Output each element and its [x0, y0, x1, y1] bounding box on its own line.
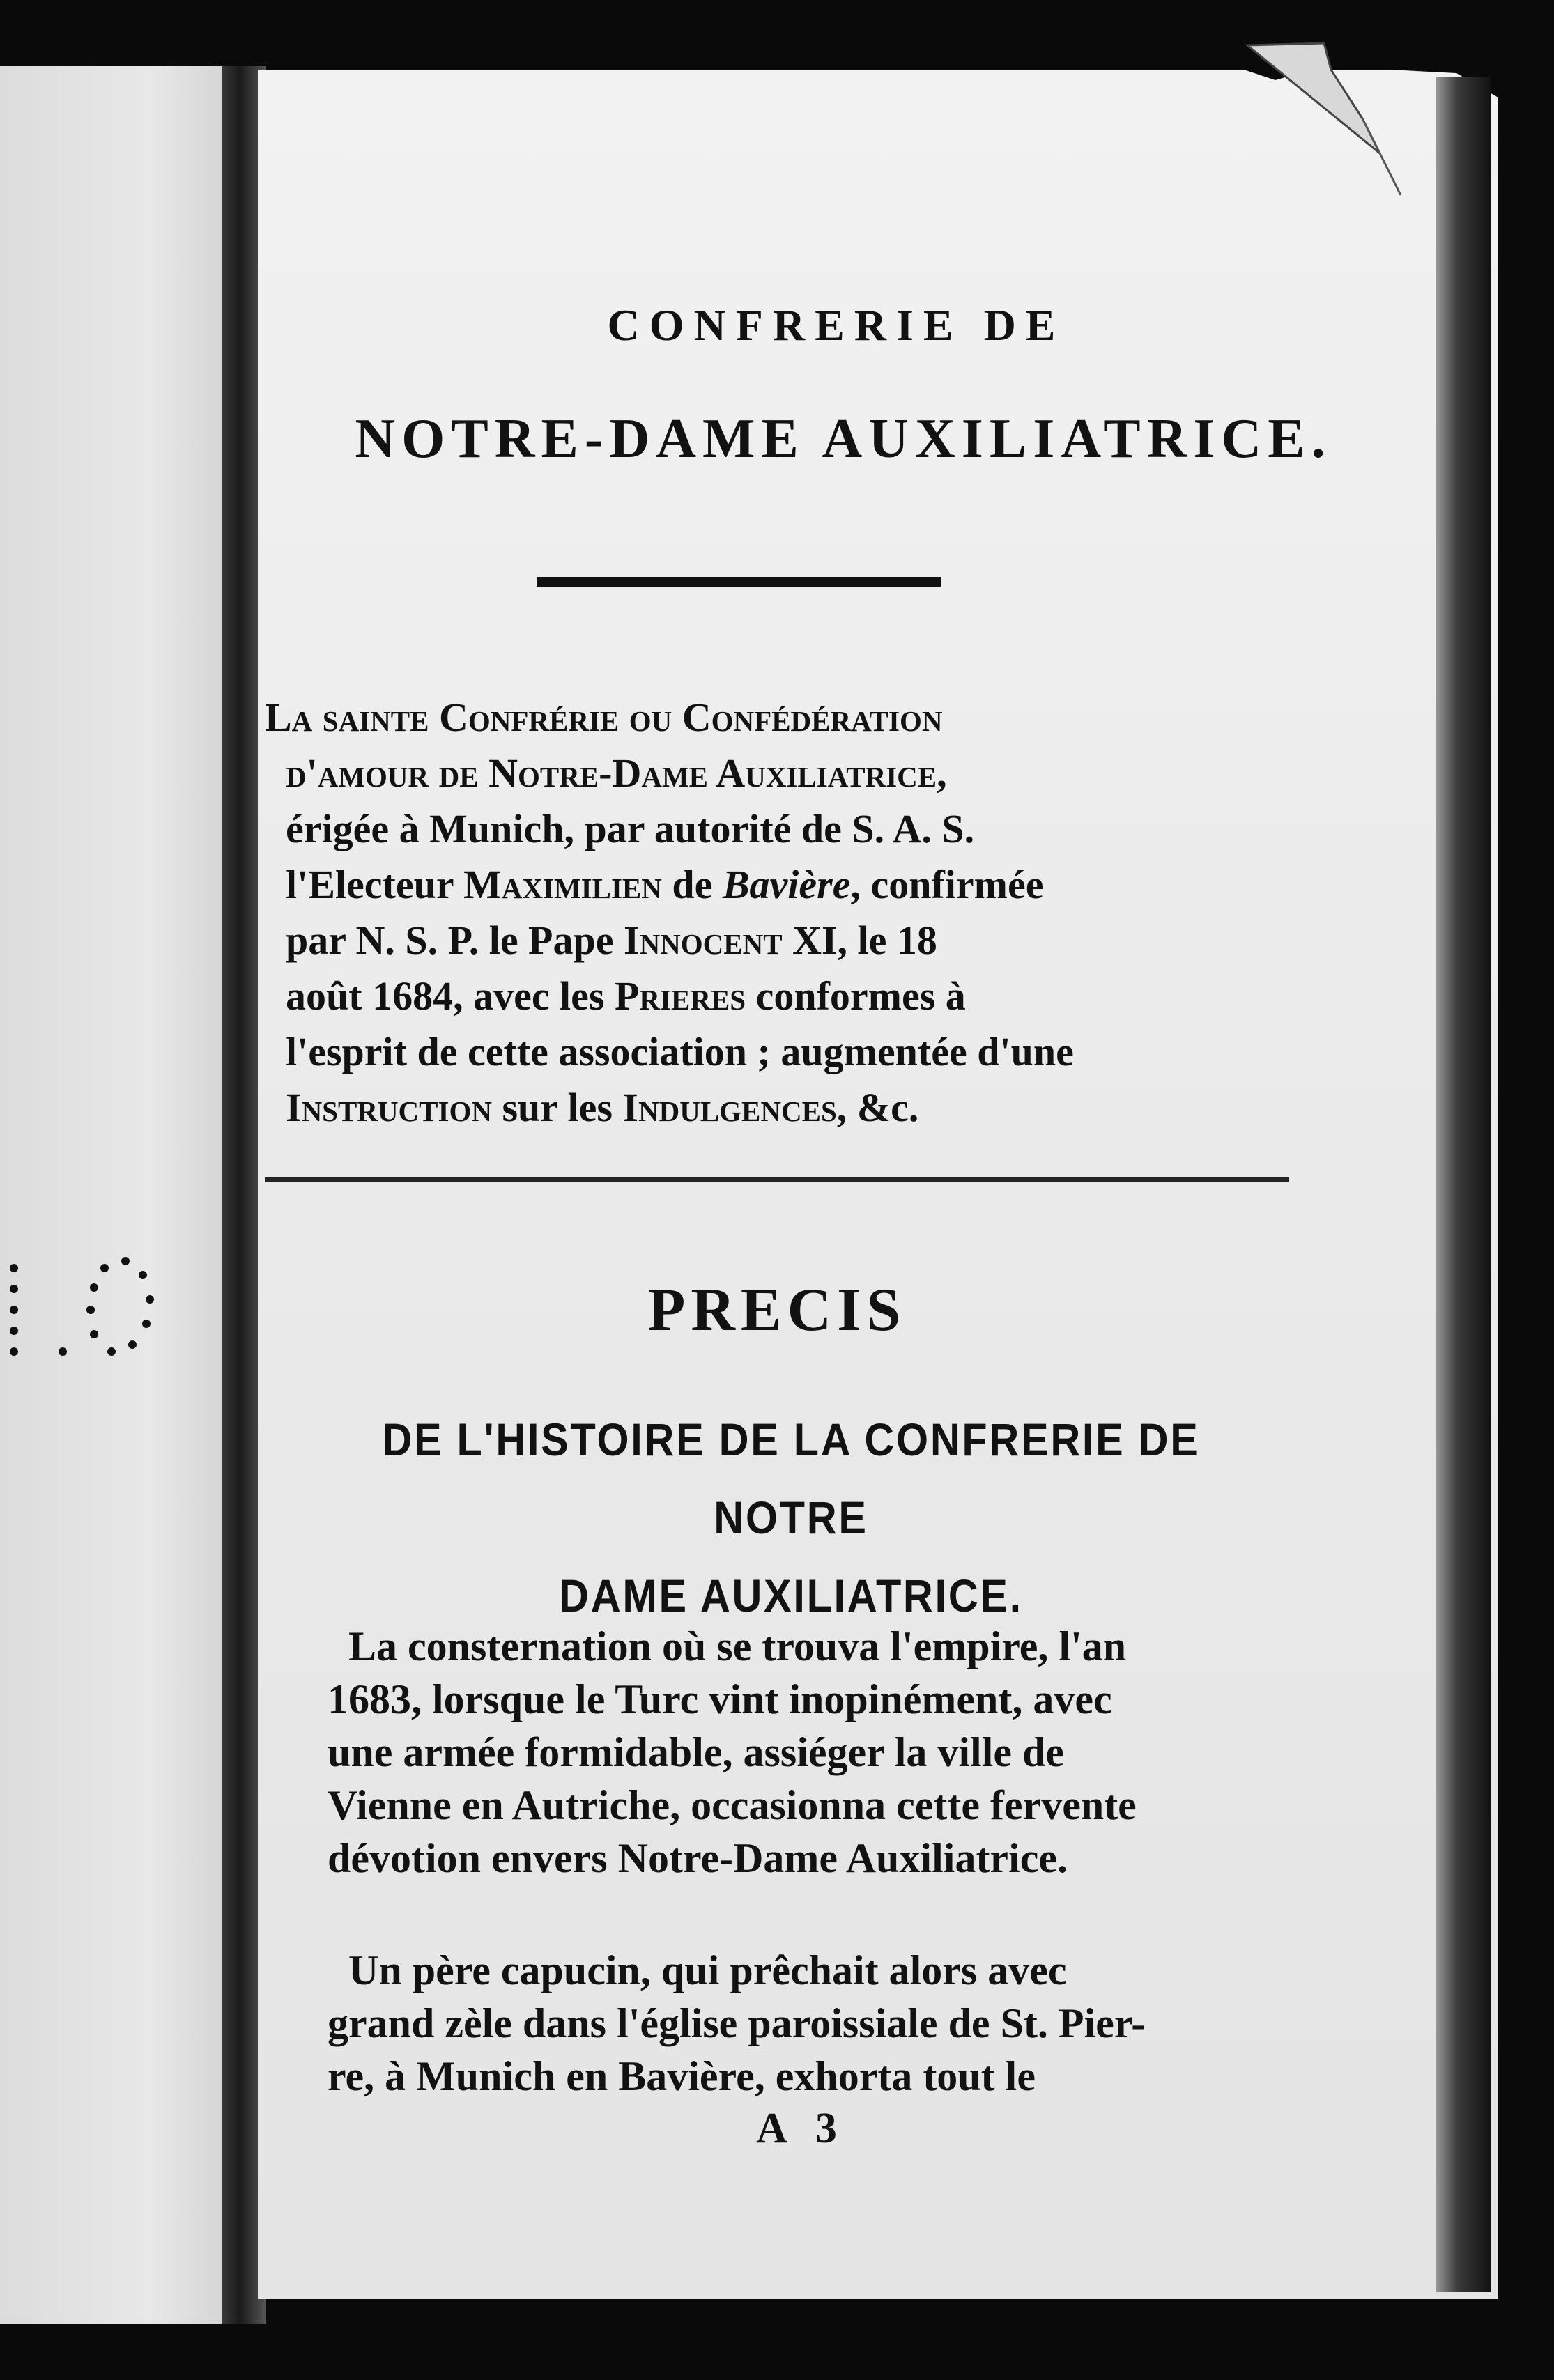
intro-text: août 1684, avec les	[286, 973, 615, 1019]
intro-line	[265, 913, 1289, 968]
intro-text: l'Electeur	[286, 862, 464, 907]
left-facing-page	[0, 66, 251, 2324]
intro-text: XI, le 18	[782, 918, 937, 963]
text-line: La consternation où se trouva l'empire, l'an	[348, 1623, 1127, 1669]
intro-line	[265, 1080, 1289, 1136]
intro-line: La sainte Confrérie ou Confédération	[265, 695, 943, 740]
intro-text: , &c.	[836, 1085, 919, 1130]
text-line: Vienne en Autriche, occasionna cette fervente	[328, 1782, 1137, 1828]
text-line: une armée formidable, assiéger la ville de	[328, 1729, 1065, 1775]
history-title-line: DAME AUXILIATRICE.	[559, 1570, 1023, 1621]
section-rule	[265, 1177, 1289, 1182]
text-line: dévotion envers Notre-Dame Auxiliatrice.	[328, 1835, 1068, 1881]
intro-text: Innocent	[624, 918, 783, 963]
text-line: re, à Munich en Bavière, exhorta tout le	[328, 2053, 1036, 2099]
text-line: grand zèle dans l'église paroissiale de St. Pier-	[328, 2000, 1146, 2046]
intro-block	[265, 690, 1289, 1136]
intro-text: par N. S. P. le Pape	[286, 918, 624, 963]
intro-text: de	[661, 862, 723, 907]
intro-text: sur les	[491, 1085, 623, 1130]
intro-line: l'esprit de cette association ; augmentée d'une	[286, 1029, 1074, 1074]
left-page-bleed-ornament	[0, 1247, 181, 1373]
intro-text: Bavière	[722, 862, 851, 907]
intro-line: d'amour de Notre-Dame Auxiliatrice,	[286, 750, 947, 796]
header-title-line-1: CONFRERIE DE	[607, 300, 1066, 350]
history-title	[337, 1400, 1246, 1635]
history-title-line: DE L'HISTOIRE DE LA CONFRERIE DE NOTRE	[382, 1414, 1200, 1543]
title-rule	[537, 577, 941, 587]
intro-text: Indulgences	[622, 1085, 837, 1130]
intro-line	[265, 968, 1289, 1024]
intro-text: Prieres	[615, 973, 746, 1019]
intro-text: conformes à	[746, 973, 966, 1019]
text-line: 1683, lorsque le Turc vint inopinément, avec	[328, 1676, 1112, 1722]
header-title-line-2: NOTRE-DAME AUXILIATRICE.	[355, 408, 1332, 470]
text-line: Un père capucin, qui prêchait alors avec	[348, 1947, 1067, 1993]
paragraph-1	[328, 1620, 1303, 1885]
intro-text: , confirmée	[850, 862, 1044, 907]
signature-mark: A 3	[756, 2105, 847, 2152]
folded-page-corner	[1240, 42, 1498, 279]
paragraph-2	[328, 1944, 1303, 2103]
precis-heading: PRECIS	[647, 1276, 907, 1344]
intro-line: érigée à Munich, par autorité de S. A. S.	[286, 806, 975, 851]
intro-text: Instruction	[286, 1085, 492, 1130]
intro-line	[265, 857, 1289, 913]
intro-text: Maximilien	[463, 862, 662, 907]
page-edge-shadow	[1436, 77, 1491, 2292]
